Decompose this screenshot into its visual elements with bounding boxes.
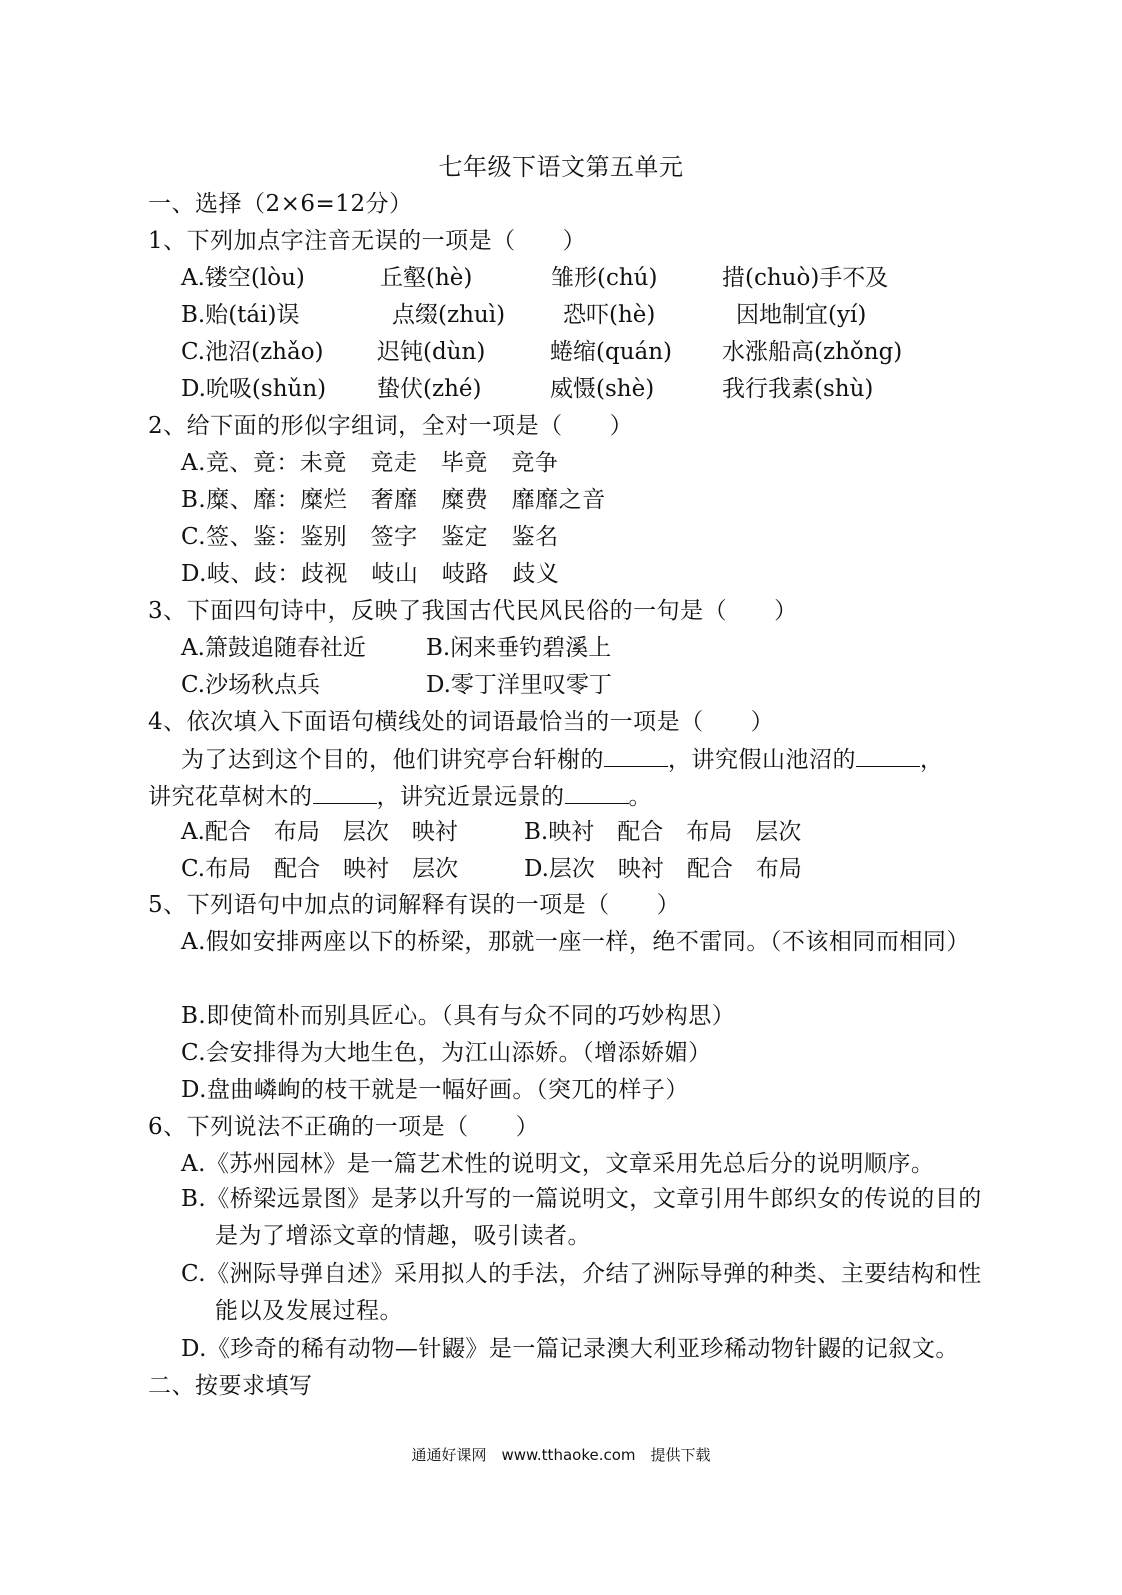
q2-option-c: C.签、鉴：鉴别 签字 鉴定 鉴名 xyxy=(181,524,559,550)
q4-text-part: 为了达到这个目的，他们讲究亭台轩榭的 xyxy=(181,747,604,773)
q4-text-part: 讲究花草树木的 xyxy=(148,784,313,810)
fill-blank[interactable] xyxy=(565,781,629,804)
page-title: 七年级下语文第五单元 xyxy=(438,153,684,181)
question-4-stem: 4、依次填入下面语句横线处的词语最恰当的一项是（ ） xyxy=(148,709,775,735)
q3-option-c: C.沙场秋点兵 xyxy=(181,672,321,698)
q1-option-d-4: 我行我素(shù) xyxy=(722,376,874,402)
q4-text-part: ，讲究近景远景的 xyxy=(376,784,565,810)
q1-option-c-3: 蜷缩(quán) xyxy=(550,339,673,365)
fill-blank[interactable] xyxy=(604,744,668,767)
q5-option-c: C.会安排得为大地生色，为江山添娇。（增添娇媚） xyxy=(181,1040,712,1066)
q1-option-c-4: 水涨船高(zhǒng) xyxy=(722,339,903,365)
q1-option-c-1: C.池沼(zhǎo) xyxy=(181,339,324,365)
q5-option-b: B.即使简朴而别具匠心。（具有与众不同的巧妙构思） xyxy=(181,1003,736,1029)
q2-option-b: B.糜、靡：糜烂 奢靡 糜费 靡靡之音 xyxy=(181,487,606,513)
q3-option-a: A.箫鼓追随春社近 xyxy=(181,635,366,661)
q6-option-d: D.《珍奇的稀有动物—针鼹》是一篇记录澳大利亚珍稀动物针鼹的记叙文。 xyxy=(181,1336,959,1362)
fill-blank[interactable] xyxy=(313,781,377,804)
q6-option-c: C.《洲际导弹自述》采用拟人的手法，介结了洲际导弹的种类、主要结构和性能以及发展过程。 xyxy=(181,1261,982,1324)
q4-option-a: A.配合 布局 层次 映衬 xyxy=(181,819,458,845)
q4-option-b: B.映衬 配合 布局 层次 xyxy=(524,819,802,845)
q1-option-a-1: A.镂空(lòu) xyxy=(181,265,305,291)
question-5-stem: 5、下列语句中加点的词解释有误的一项是（ ） xyxy=(148,892,681,918)
q1-option-b-3: 恐吓(hè) xyxy=(563,302,656,328)
section-heading-choice: 一、选择（2×6=12分） xyxy=(148,191,413,217)
q4-option-c: C.布局 配合 映衬 层次 xyxy=(181,856,459,882)
q5-option-d: D.盘曲嶙峋的枝干就是一幅好画。（突兀的样子） xyxy=(181,1077,689,1103)
q1-option-d-1: D.吮吸(shǔn) xyxy=(181,376,327,402)
q4-text-part: ， xyxy=(920,747,944,773)
section-heading-fill: 二、按要求填写 xyxy=(148,1373,313,1399)
q4-option-d: D.层次 映衬 配合 布局 xyxy=(524,856,802,882)
fill-blank[interactable] xyxy=(856,744,920,767)
q4-text-part: ，讲究假山池沼的 xyxy=(668,747,856,773)
question-2-stem: 2、给下面的形似字组词，全对一项是（ ） xyxy=(148,413,634,439)
question-3-stem: 3、下面四句诗中，反映了我国古代民风民俗的一句是（ ） xyxy=(148,598,798,624)
q6-option-a: A.《苏州园林》是一篇艺术性的说明文，文章采用先总后分的说明顺序。 xyxy=(181,1151,935,1177)
q1-option-b-4: 因地制宜(yí) xyxy=(736,302,867,328)
q1-option-b-2: 点缀(zhuì) xyxy=(392,302,506,328)
q5-option-a: A.假如安排两座以下的桥梁，那就一座一样，绝不雷同。（不该相同而相同） xyxy=(181,929,970,955)
q6-option-b: B.《桥梁远景图》是茅以升写的一篇说明文，文章引用牛郎织女的传说的目的是为了增添文章的情趣，吸引读者。 xyxy=(181,1186,982,1249)
question-6-stem: 6、下列说法不正确的一项是（ ） xyxy=(148,1114,540,1140)
q3-option-b: B.闲来垂钓碧溪上 xyxy=(426,635,612,661)
q1-option-d-2: 蛰伏(zhé) xyxy=(377,376,482,402)
q1-option-a-4: 措(chuò)手不及 xyxy=(722,265,889,291)
q1-option-a-2: 丘壑(hè) xyxy=(380,265,473,291)
q4-text-part: 。 xyxy=(628,784,652,810)
q1-option-d-3: 威慑(shè) xyxy=(550,376,655,402)
q1-option-c-2: 迟钝(dùn) xyxy=(377,339,486,365)
q1-option-a-3: 雏形(chú) xyxy=(551,265,658,291)
q2-option-d: D.岐、歧：歧视 岐山 岐路 歧义 xyxy=(181,561,560,587)
page-footer: 通通好课网 www.tthaoke.com 提供下载 xyxy=(411,1446,711,1464)
q2-option-a: A.竞、竟：未竟 竞走 毕竟 竞争 xyxy=(181,450,559,476)
question-1-stem: 1、下列加点字注音无误的一项是（ ） xyxy=(148,228,587,254)
q1-option-b-1: B.贻(tái)误 xyxy=(181,302,300,328)
q3-option-d: D.零丁洋里叹零丁 xyxy=(426,672,612,698)
q4-sentence-line-2 xyxy=(148,781,652,812)
q4-sentence-line-1 xyxy=(181,744,944,775)
